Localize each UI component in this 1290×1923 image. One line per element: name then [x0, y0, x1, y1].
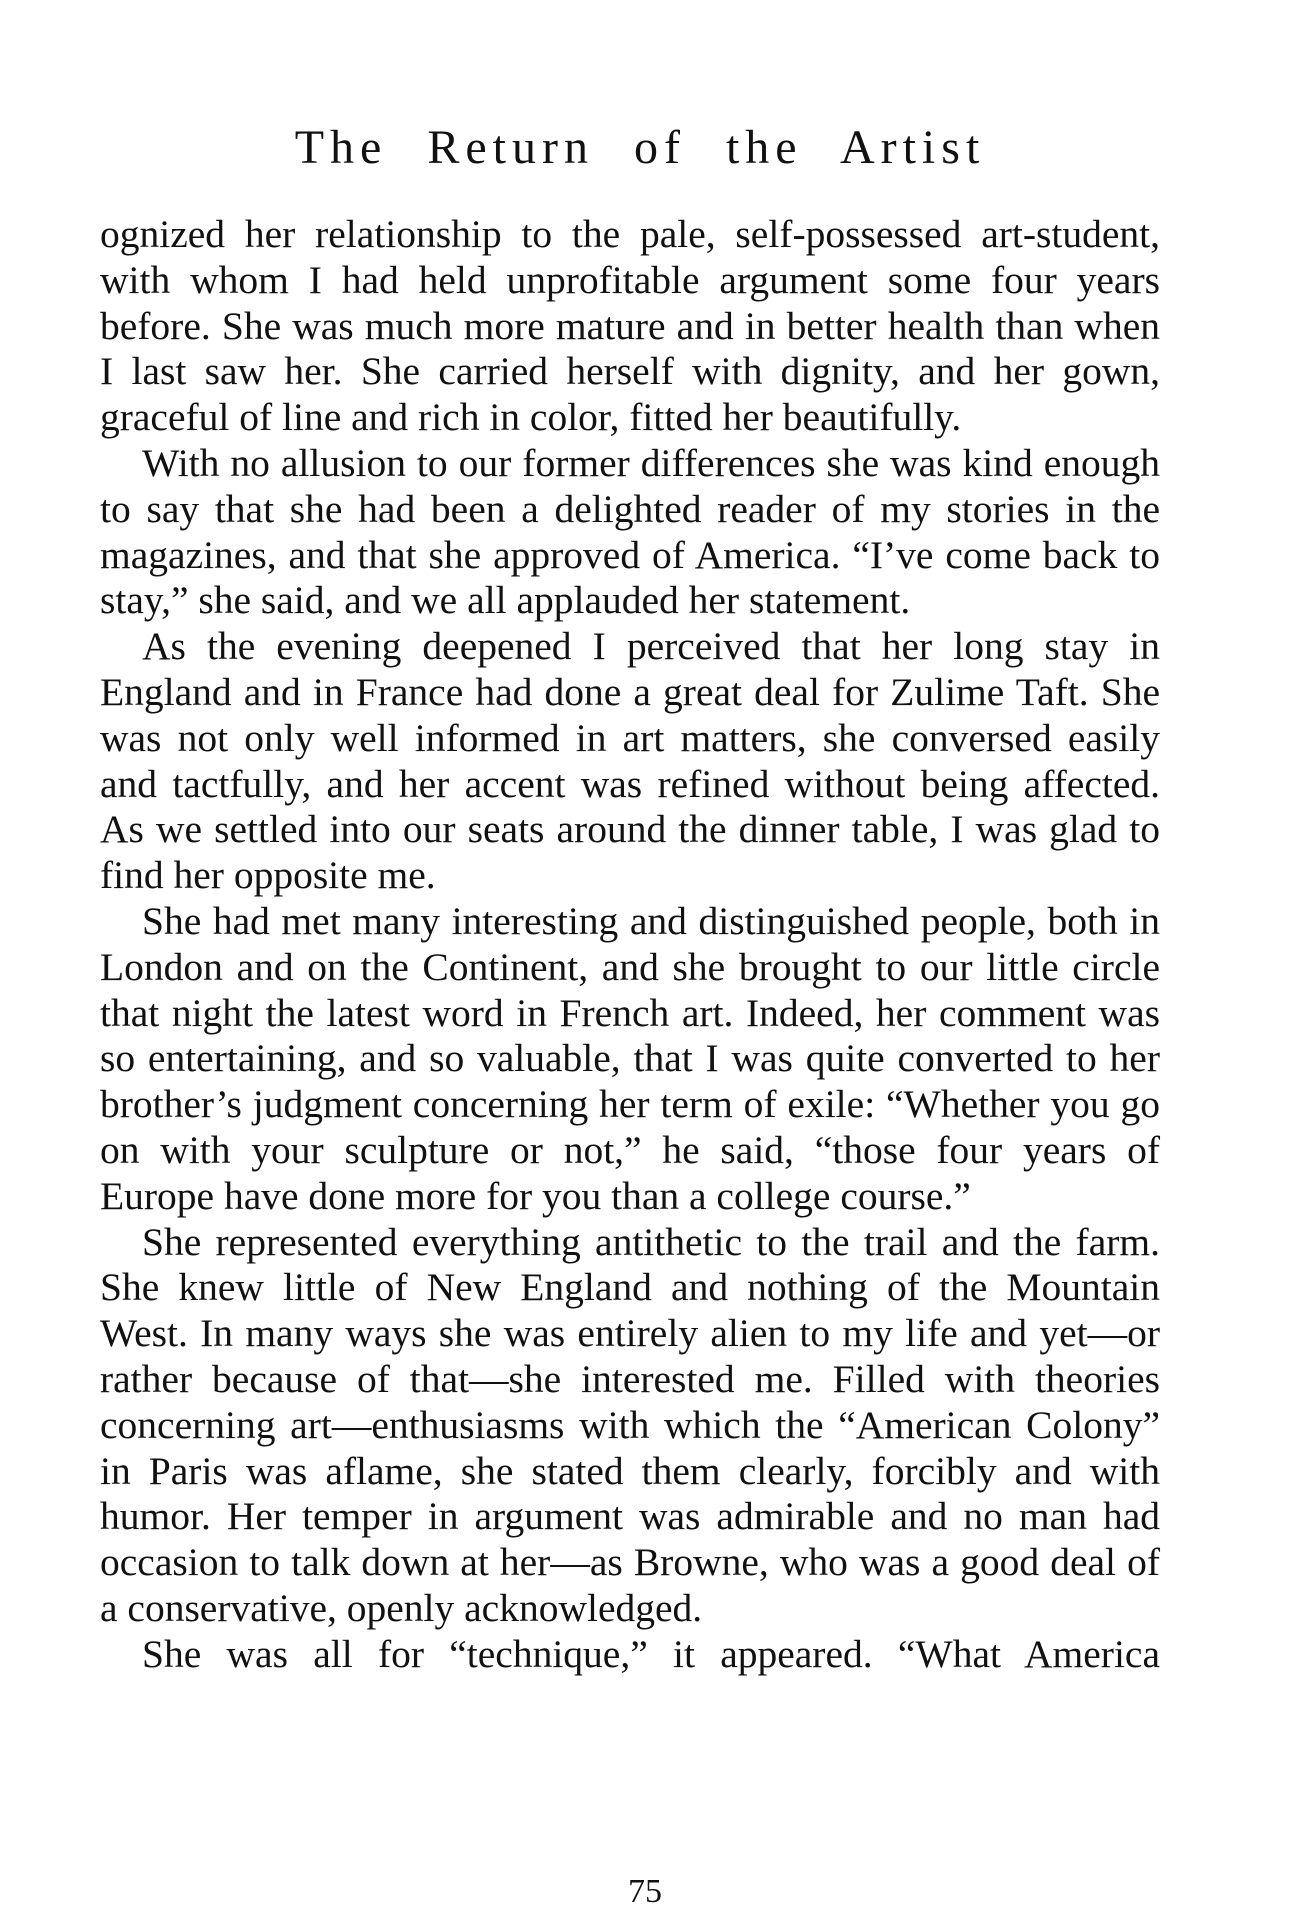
paragraph: She had met many interesting and distinguished people, both in London and on the Continent, and she brought to our little circle that night the latest word in French art. Indeed, her comment was so entertaining, and so valuable, that I was quite converted to her brother’s judgment concerning her term of exile: “Whether you go on with your sculpture or not,” he said, “those four years of Europe have done more for you than a college course.” — [100, 898, 1160, 1218]
paragraph-continuation: ognized her relationship to the pale, self-possessed art-student, with whom I had held unprofitable argument some four years before. She was much more mature and in better health than when I last saw her. She carried herself with dignity, and her gown, graceful of line and rich in color, fitted her beautifully. — [100, 212, 1160, 440]
running-head-title: The Return of the Artist — [294, 121, 986, 174]
paragraph: As the evening deepened I perceived that her long stay in England and in France had done a great deal for Zulime Taft. She was not only well informed in art matters, she conversed easily and tactfully, and her accent was refined without being affected. As we settled into our seats around the dinner table, I was glad to find her opposite me. — [100, 624, 1160, 898]
paragraph: With no allusion to our former differences she was kind enough to say that she had been a delighted reader of my stories in the magazines, and that she approved of America. “I’ve come back to stay,” she said, and we all applauded her statement. — [100, 440, 1160, 623]
body-text — [100, 212, 1160, 1678]
paragraph-continues-next-page: She was all for “technique,” it appeared. “What America — [142, 1631, 1160, 1676]
paragraph: She represented everything antithetic to the trail and the farm. She knew little of New England and nothing of the Mountain West. In many ways she was entirely alien to my life and yet—or rather because of that—she interested me. Filled with theories concerning art—enthusiasms with which the “American Colony” in Paris was aflame, she stated them clearly, forcibly and with humor. Her temper in argument was admirable and no man had occasion to talk down at her—as Browne, who was a good deal of a conservative, openly acknowledged. — [100, 1219, 1160, 1630]
page-number: 75 — [628, 1873, 662, 1910]
